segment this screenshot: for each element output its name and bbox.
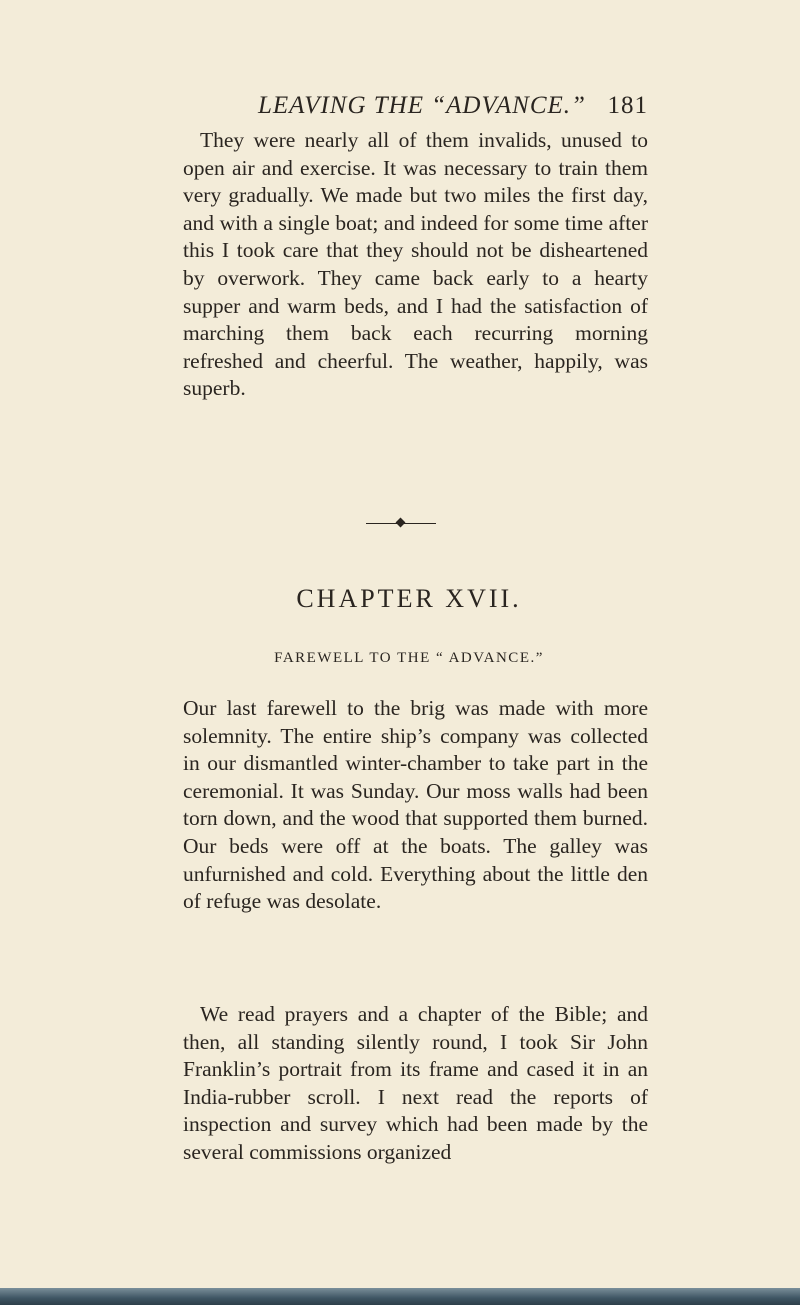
diamond-ornament-icon [396, 518, 406, 528]
paragraph-prayers: We read prayers and a chapter of the Bible; and then, all standing silently round, I took Sir John Franklin’s portrait from its frame and cased it in an India-rubber scroll. I next read the reports of inspection and survey which had been made by the several commissions organized [183, 1002, 648, 1164]
page-number: 181 [607, 92, 648, 119]
running-title: LEAVING THE “ADVANCE.” [258, 92, 586, 119]
paragraph-farewell: Our last farewell to the brig was made with more solemnity. The entire ship’s company was collected in our dismantled winter-chamber to take part in the ceremonial. It was Sunday. Our moss walls had been torn down, and the wood that supported them burned. Our beds were off at the boats. The galley was unfurnished and cold. Everything about the little den of refuge was desolate. [183, 696, 648, 914]
running-head [258, 92, 648, 120]
chapter-heading: CHAPTER XVII. [296, 584, 522, 613]
paragraph-invalids: They were nearly all of them invalids, unused to open air and exercise. It was necessary to train them very gradually. We made but two miles the first day, and with a single boat; and indeed for some time after this I took care that they should not be disheartened by overwork. They came back early to a hearty supper and warm beds, and I had the satisfaction of marching them back each recurring morning refreshed and cheerful. The weather, happily, was superb. [183, 128, 648, 401]
scan-edge-band [0, 1288, 800, 1305]
chapter-subtitle: FAREWELL TO THE “ ADVANCE.” [274, 650, 544, 666]
section-divider [366, 518, 436, 528]
